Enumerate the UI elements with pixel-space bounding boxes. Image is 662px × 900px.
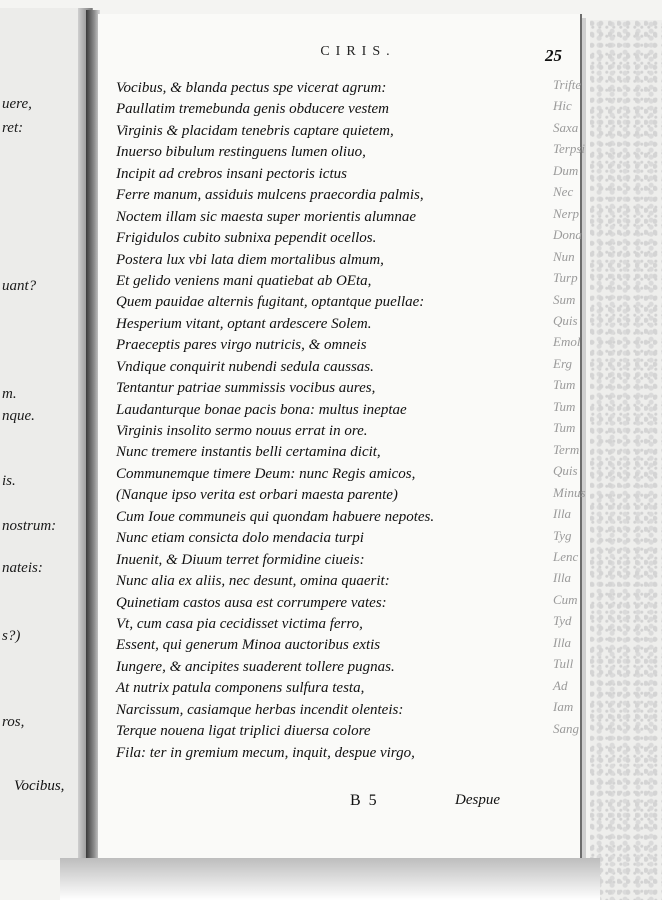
- verse-line: Ferre manum, assiduis mulcens praecordia palmis,: [116, 187, 424, 204]
- verse-line: Incipit ad crebros insani pectoris ictus: [116, 165, 347, 182]
- ghost-line: Sum: [553, 291, 576, 307]
- ghost-line: Tum: [553, 377, 576, 393]
- verse-line: Virginis insolito sermo nouus errat in ore.: [116, 423, 368, 439]
- verse-line: Postera lux vbi lata diem mortalibus almum,: [116, 251, 384, 268]
- verse-line: Cum Ioue communeis qui quondam habuere nepotes.: [116, 508, 435, 525]
- verse-line: Fila: ter in gremium mecum, inquit, despue virgo,: [116, 744, 415, 761]
- ghost-line: Minus: [553, 484, 586, 500]
- ghost-line: Terpsi: [553, 141, 586, 157]
- verse-line: Essent, qui generum Minoa auctoribus extis: [116, 637, 381, 654]
- verse-line: Vocibus, & blanda pectus spe vicerat agrum:: [116, 80, 387, 96]
- verse-line: Nunc etiam consicta dolo mendacia turpi: [116, 530, 364, 547]
- ghost-line: Ad: [553, 677, 568, 693]
- ghost-line: Nerp: [553, 205, 579, 221]
- ghost-line: Quis: [553, 312, 578, 328]
- ghost-line: Tull: [553, 656, 574, 672]
- verse-line: Iungere, & ancipites suaderent tollere pugnas.: [116, 658, 395, 675]
- ghost-line: Tum: [553, 420, 576, 436]
- ghost-line: Turp: [553, 270, 578, 286]
- left-line: m.: [2, 386, 17, 402]
- ghost-line: Hic: [553, 98, 572, 114]
- ghost-line: Tyd: [553, 613, 572, 629]
- show-through-text: [553, 74, 586, 774]
- verse-line: Hesperium vitant, optant ardescere Solem.: [116, 315, 372, 332]
- ghost-line: Iam: [553, 699, 574, 715]
- verse-line: At nutrix patula componens sulfura testa,: [116, 680, 365, 697]
- ghost-line: Erg: [553, 355, 573, 371]
- page-bottom-shadow: [60, 858, 600, 900]
- ghost-line: Dum: [553, 162, 579, 178]
- left-line: is.: [2, 473, 16, 489]
- verse-line: Vt, cum casa pia cecidisset victima ferro,: [116, 615, 363, 632]
- left-line: ros,: [2, 714, 25, 730]
- left-line: nateis:: [2, 560, 43, 576]
- verse-line: Tentantur patriae summissis vocibus aures,: [116, 380, 376, 397]
- verse-line: Praeceptis pares virgo nutricis, & omneis: [116, 337, 367, 354]
- ghost-line: Dona: [553, 227, 582, 243]
- left-line: nque.: [2, 408, 35, 424]
- book-page: [98, 14, 586, 861]
- left-catchword: Vocibus,: [14, 778, 65, 794]
- ghost-line: Tyg: [553, 527, 572, 543]
- left-line: uant?: [2, 278, 37, 294]
- ghost-line: Saxa: [553, 119, 579, 135]
- left-line: uere,: [2, 96, 32, 112]
- verse-block: [116, 78, 536, 764]
- verse-line: Noctem illam sic maesta super morientis alumnae: [116, 208, 416, 225]
- verse-line: Et gelido veniens mani quatiebat ab OEta,: [116, 272, 372, 289]
- ghost-line: Emol: [553, 334, 581, 350]
- ghost-line: Term: [553, 441, 580, 457]
- margin-speckle: [590, 20, 662, 900]
- left-line: ret:: [2, 120, 24, 136]
- verse-line: Inuerso bibulum restinguens lumen oliuo,: [116, 144, 366, 161]
- verse-line: Terque nouena ligat triplici diuersa colore: [116, 723, 371, 740]
- ghost-line: Lenc: [553, 548, 579, 564]
- ghost-line: Cum: [553, 591, 578, 607]
- verse-line: Inuenit, & Diuum terret formidine ciueis:: [116, 551, 365, 568]
- running-head: CIRIS.: [320, 44, 396, 59]
- verse-line: Paullatim tremebunda genis obducere vestem: [116, 101, 389, 118]
- ghost-line: Tum: [553, 398, 576, 414]
- catchword: Despue: [455, 792, 500, 808]
- verse-line: Communemque timere Deum: nunc Regis amicos,: [116, 465, 416, 482]
- ghost-line: Illa: [553, 570, 572, 586]
- verse-line: Quem pauidae alternis fugitant, optantque puellae:: [116, 294, 425, 311]
- left-line: s?): [2, 628, 21, 644]
- ghost-line: Trifte: [553, 77, 582, 92]
- ghost-line: Nec: [553, 184, 574, 200]
- ghost-line: Illa: [553, 634, 572, 650]
- left-page-fragment: [0, 8, 93, 860]
- ghost-line: Nun: [553, 248, 575, 264]
- verse-line: Nunc tremere instantis belli certamina dicit,: [116, 444, 381, 461]
- page-number: 25: [545, 46, 562, 65]
- verse-line: Frigidulos cubito subnixa pependit ocellos.: [116, 230, 377, 247]
- verse-line: Narcissum, casiamque herbas incendit olenteis:: [116, 701, 404, 718]
- verse-line: Vndique conquirit nubendi sedula caussas.: [116, 358, 374, 375]
- verse-line: Nunc alia ex aliis, nec desunt, omina quaerit:: [116, 573, 390, 590]
- verse-line: Laudanturque bonae pacis bona: multus ineptae: [116, 401, 407, 418]
- ghost-line: Illa: [553, 506, 572, 522]
- verse-line: Quinetiam castos ausa est corrumpere vates:: [116, 594, 387, 611]
- signature-mark: B 5: [350, 792, 379, 809]
- left-line: nostrum:: [2, 518, 57, 534]
- ghost-line: Quis: [553, 463, 578, 479]
- ghost-line: Sang: [553, 720, 579, 736]
- verse-line: (Nanque ipso verita est orbari maesta parente): [116, 487, 398, 504]
- verse-line: Virginis & placidam tenebris captare quietem,: [116, 122, 394, 139]
